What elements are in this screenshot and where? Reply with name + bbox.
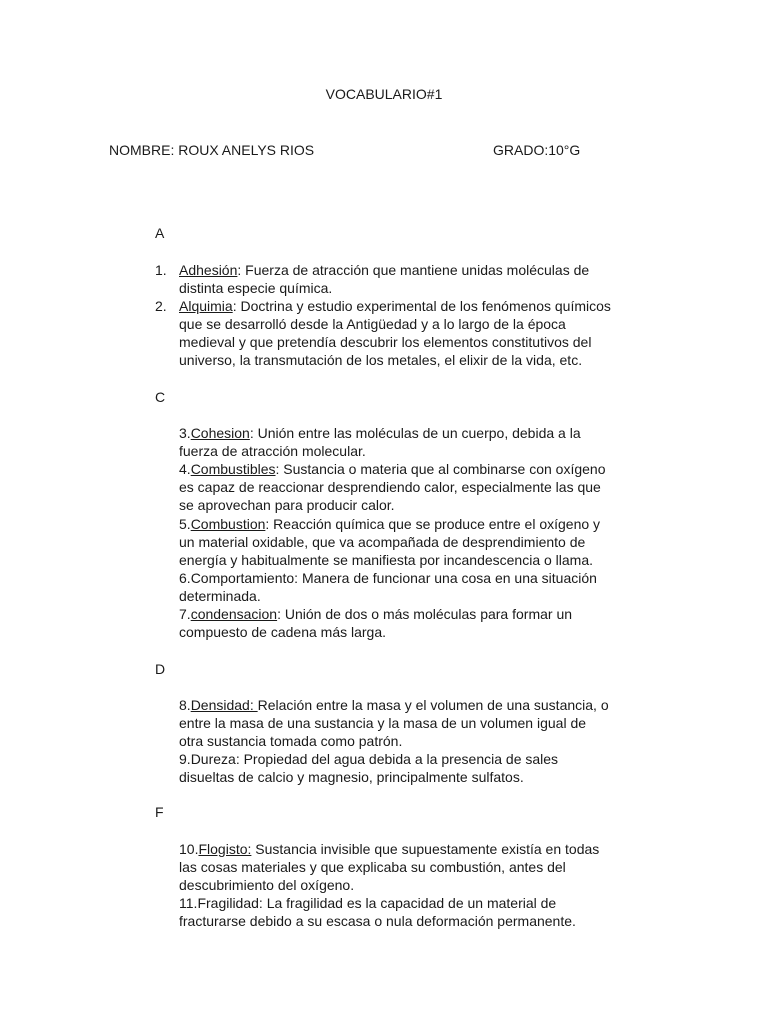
entry-line xyxy=(179,623,572,641)
entry-definition: disueltas de calcio y magnesio, principalmente sulfatos. xyxy=(179,769,524,785)
entry-definition: compuesto de cadena más larga. xyxy=(179,624,387,640)
vocabulary-entry xyxy=(179,696,609,750)
entry-line xyxy=(179,297,611,315)
section-letter: F xyxy=(155,804,164,820)
entry-definition: es capaz de reaccionar desprendiendo calor, especialmente las que xyxy=(179,479,601,495)
entry-term: condensacion xyxy=(190,606,278,622)
vocabulary-entry xyxy=(179,297,611,369)
entry-definition: Sustancia invisible que supuestamente existía en todas xyxy=(251,841,600,857)
student-name: NOMBRE: ROUX ANELYS RIOS xyxy=(109,142,315,158)
entry-line xyxy=(179,424,581,442)
vocabulary-entry xyxy=(179,894,576,930)
entry-line xyxy=(179,858,599,876)
entry-definition: Dureza: Propiedad del agua debida a la presencia de sales xyxy=(190,751,559,767)
vocabulary-entry xyxy=(179,750,558,786)
entry-term: Cohesion xyxy=(190,425,250,441)
entry-line xyxy=(179,551,600,569)
document-title: VOCABULARIO#1 xyxy=(325,86,443,102)
entry-number: 11. xyxy=(179,895,198,911)
entry-line xyxy=(179,605,572,623)
entry-term: Alquimia xyxy=(179,298,233,314)
entry-definition: descubrimiento del oxígeno. xyxy=(179,877,355,893)
entry-line xyxy=(179,496,606,514)
entry-number: 2. xyxy=(155,298,167,314)
entry-definition: universo, la transmutación de los metales, el elixir de la vida, etc. xyxy=(179,352,583,368)
entry-definition: energía y habitualmente se manifiesta por incandescencia o llama. xyxy=(179,552,594,568)
entry-definition: : Sustancia o materia que al combinarse con oxígeno xyxy=(275,461,606,477)
entry-line xyxy=(179,714,609,732)
entry-number: 5. xyxy=(179,516,191,532)
entry-definition: las cosas materiales y que explicaba su combustión, antes del xyxy=(179,859,566,875)
entry-line xyxy=(179,315,611,333)
section-letter: C xyxy=(155,389,166,405)
vocabulary-entry xyxy=(179,840,599,894)
entry-line xyxy=(179,876,599,894)
entry-definition: entre la masa de una sustancia y la masa de un volumen igual de xyxy=(179,715,587,731)
section-letter: A xyxy=(155,225,165,241)
entry-line xyxy=(179,351,611,369)
entry-line xyxy=(179,478,606,496)
entry-line xyxy=(179,533,600,551)
entry-definition: distinta especie química. xyxy=(179,280,333,296)
entry-definition: se aprovechan para producir calor. xyxy=(179,497,395,513)
entry-line xyxy=(179,732,609,750)
entry-line xyxy=(179,768,558,786)
vocabulary-entry xyxy=(179,605,572,641)
entry-definition: otra sustancia tomada como patrón. xyxy=(179,733,403,749)
entry-definition: Comportamiento: Manera de funcionar una cosa en una situación xyxy=(190,570,597,586)
entry-number: 8. xyxy=(179,697,191,713)
vocabulary-entry xyxy=(179,460,606,514)
entry-term: Combustibles xyxy=(190,461,276,477)
entry-definition: que se desarrolló desde la Antigüedad y a lo largo de la época xyxy=(179,316,566,332)
entry-definition: : Fuerza de atracción que mantiene unidas moléculas de xyxy=(237,262,590,278)
entry-line xyxy=(179,894,576,912)
entry-definition: : Unión entre las moléculas de un cuerpo, debida a la xyxy=(249,425,581,441)
entry-definition: un material oxidable, que va acompañada de desprendimiento de xyxy=(179,534,586,550)
vocabulary-entry xyxy=(179,261,589,297)
entry-definition: : Unión de dos o más moléculas para formar un xyxy=(277,606,573,622)
entry-line xyxy=(179,750,558,768)
entry-number: 7. xyxy=(179,606,191,622)
vocabulary-entry xyxy=(179,569,597,605)
entry-number: 10. xyxy=(179,841,199,857)
entry-line xyxy=(179,587,597,605)
entry-definition: medieval y que pretendía descubrir los elementos constitutivos del xyxy=(179,334,592,350)
entry-definition: Fragilidad: La fragilidad es la capacidad de un material de xyxy=(197,895,557,911)
entry-number: 3. xyxy=(179,425,191,441)
entry-number: 6. xyxy=(179,570,191,586)
entry-number: 4. xyxy=(179,461,191,477)
entry-number: 1. xyxy=(155,262,167,278)
entry-line xyxy=(179,840,599,858)
entry-term: Flogisto: xyxy=(198,841,252,857)
entry-number: 9. xyxy=(179,751,191,767)
entry-definition: : Reacción química que se produce entre el oxígeno y xyxy=(265,516,601,532)
vocabulary-entry xyxy=(179,424,581,460)
entry-term: Densidad: xyxy=(190,697,258,713)
entry-line xyxy=(179,912,576,930)
section-letter: D xyxy=(155,661,166,677)
entry-line xyxy=(179,460,606,478)
entry-line xyxy=(179,442,581,460)
entry-definition: determinada. xyxy=(179,588,261,604)
entry-line xyxy=(179,515,600,533)
student-grade: GRADO:10°G xyxy=(493,142,581,158)
entry-definition: Relación entre la masa y el volumen de una sustancia, o xyxy=(257,697,609,713)
entry-line xyxy=(179,333,611,351)
entry-term: Combustion xyxy=(190,516,266,532)
entry-line xyxy=(179,696,609,714)
entry-term: Adhesión xyxy=(179,262,238,278)
entry-definition: fracturarse debido a su escasa o nula deformación permanente. xyxy=(179,913,576,929)
entry-line xyxy=(179,261,589,279)
entry-line xyxy=(179,569,597,587)
vocabulary-entry xyxy=(179,515,600,569)
entry-definition: fuerza de atracción molecular. xyxy=(179,443,366,459)
entry-definition: : Doctrina y estudio experimental de los fenómenos químicos xyxy=(232,298,611,314)
entry-line xyxy=(179,279,589,297)
